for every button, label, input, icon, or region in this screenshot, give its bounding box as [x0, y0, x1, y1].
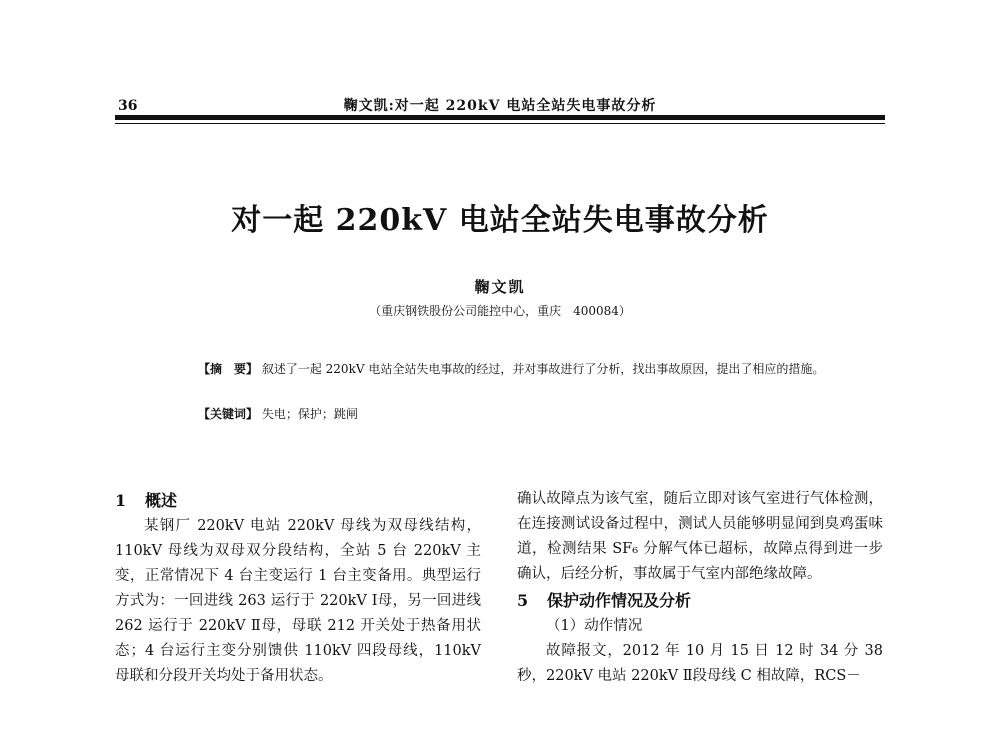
subheading-action: （1）动作情况 — [546, 618, 643, 634]
abstract-text: 叙述了一起 220kV 电站全站失电事故的经过，并对事故进行了分析，找出事故原因，提出了相应的措施。 — [261, 362, 825, 376]
paragraph-fault-report: 故障报文，2012 年 10 月 15 日 12 时 34 分 38 秒，220kV 电站 220kV Ⅱ段母线 C 相故障，RCS－ — [517, 643, 883, 684]
author-name: 鞠文凯 — [474, 278, 526, 296]
keywords-text: 失电；保护；跳闸 — [261, 407, 358, 421]
header-rule-thick — [115, 115, 885, 120]
keywords — [198, 405, 358, 422]
abstract — [168, 357, 836, 381]
right-column — [517, 487, 883, 689]
section-number: 1 — [115, 491, 127, 510]
article-title: 对一起 220kV 电站全站失电事故分析 — [231, 203, 769, 238]
section-heading-1 — [115, 487, 481, 514]
page-number: 36 — [118, 98, 138, 114]
section-heading-5 — [517, 587, 883, 614]
left-column — [115, 487, 481, 689]
section-title: 概述 — [145, 491, 178, 510]
affiliation: （重庆钢铁股份公司能控中心，重庆 400084） — [369, 304, 631, 318]
abstract-label: 【摘 要】 — [198, 362, 259, 376]
section-number: 5 — [517, 591, 529, 610]
section-title: 保护动作情况及分析 — [547, 591, 692, 610]
header-rule-thin — [115, 123, 885, 124]
keywords-label: 【关键词】 — [198, 407, 259, 421]
running-title: 鞠文凯:对一起 220kV 电站全站失电事故分析 — [343, 98, 657, 114]
paragraph-overview: 某钢厂 220kV 电站 220kV 母线为双母线结构，110kV 母线为双母双分段结构，全站 5 台 220kV 主变，正常情况下 4 台主变运行 1 台主变备用。典型运行方式为：一回进线 263 运行于 220kV Ⅰ母，另一回进线 262 运行于 220kV Ⅱ母，母联 212 开关处于热备用状态；4 台运行主变分别馈供 110kV 四段母线，110kV 母联和分段开关均处于备用状态。 — [115, 518, 481, 684]
paragraph-continued: 确认故障点为该气室，随后立即对该气室进行气体检测，在连接测试设备过程中，测试人员能够明显闻到臭鸡蛋味道，检测结果 SF₆ 分解气体已超标，故障点得到进一步确认，后经分析，事故属于气室内部绝缘故障。 — [517, 491, 883, 582]
